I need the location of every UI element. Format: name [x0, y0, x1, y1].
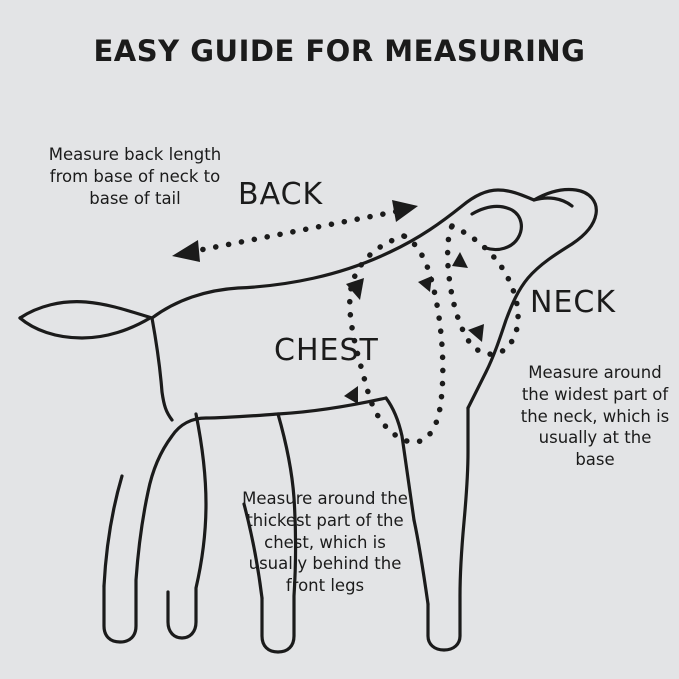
label-back: BACK [238, 177, 324, 212]
note-back-measure: Measure back length from base of neck to base of tail [48, 145, 222, 208]
back-measure-line [190, 210, 404, 252]
label-chest: CHEST [274, 333, 379, 368]
note-neck-measure: Measure around the widest part of the neck, which is usually at the base [520, 363, 670, 470]
label-neck: NECK [530, 285, 617, 320]
neck-measure-arrowheads [452, 252, 484, 342]
page-title: EASY GUIDE FOR MEASURING [93, 34, 586, 68]
neck-measure-loop [448, 226, 518, 354]
note-chest-measure: Measure around the thickest part of the chest, which is usually behind the front legs [242, 489, 408, 596]
